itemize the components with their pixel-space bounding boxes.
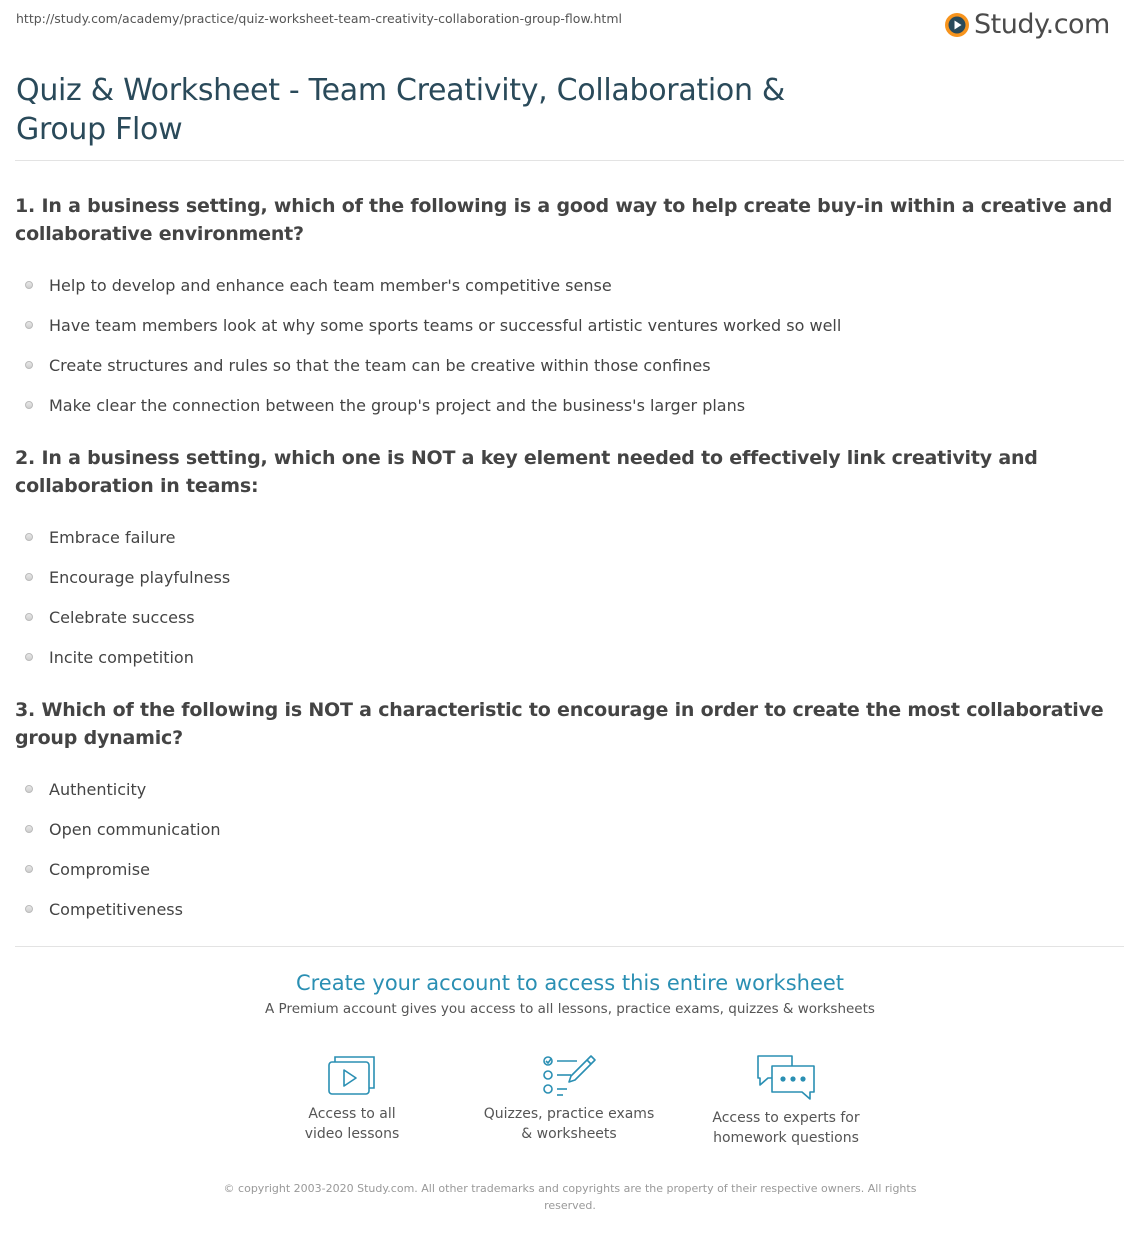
feature-label: Access to experts for homework questions (712, 1110, 860, 1146)
answer-label: Help to develop and enhance each team member's competitive sense (49, 275, 612, 295)
answer-option[interactable] (15, 305, 1125, 345)
answer-label: Compromise (49, 859, 150, 879)
answer-label: Encourage playfulness (49, 567, 231, 587)
question-text: 1. In a business setting, which of the following is a good way to help create buy-in within a creative and collaborative environment? (15, 195, 1113, 245)
answer-label: Make clear the connection between the group's project and the business's larger plans (49, 395, 746, 415)
answer-option[interactable] (15, 849, 1125, 889)
question-1 (15, 192, 1125, 425)
answer-option[interactable] (15, 517, 1125, 557)
answer-option[interactable] (15, 345, 1125, 385)
feature-video-lessons (252, 1052, 452, 1144)
answer-label: Open communication (49, 819, 221, 839)
chat-bubbles-icon (754, 1052, 818, 1102)
answer-label: Create structures and rules so that the team can be creative within those confines (49, 355, 711, 375)
answer-option[interactable] (15, 889, 1125, 929)
answer-label: Have team members look at why some sports teams or successful artistic ventures worked so well (49, 315, 842, 335)
feature-label: Quizzes, practice exams & worksheets (483, 1106, 655, 1142)
quiz-checklist-icon (541, 1052, 597, 1098)
study-logo[interactable] (944, 9, 1110, 41)
copyright-footer: © copyright 2003-2020 Study.com. All other trademarks and copyrights are the property of their respective owners. All rights reserved. (223, 1182, 917, 1212)
radio-button[interactable] (25, 401, 33, 409)
question-text: 3. Which of the following is NOT a characteristic to encourage in order to create the most collaborative group dynamic? (15, 699, 1104, 749)
feature-label: Access to all video lessons (304, 1106, 400, 1142)
answer-label: Authenticity (49, 779, 147, 799)
video-lessons-icon (326, 1052, 378, 1098)
answer-list (15, 517, 1125, 677)
answer-label: Competitiveness (49, 899, 183, 919)
answer-option[interactable] (15, 809, 1125, 849)
radio-button[interactable] (25, 865, 33, 873)
radio-button[interactable] (25, 321, 33, 329)
logo-text: Study.com (974, 9, 1110, 40)
answer-label: Embrace failure (49, 527, 176, 547)
signup-cta (0, 970, 1140, 1017)
answer-list (15, 265, 1125, 425)
play-logo-icon (944, 12, 970, 38)
radio-button[interactable] (25, 785, 33, 793)
answer-option[interactable] (15, 769, 1125, 809)
question-3 (15, 696, 1125, 929)
page-url: http://study.com/academy/practice/quiz-worksheet-team-creativity-collaboration-group-flow.html (16, 11, 622, 26)
answer-label: Celebrate success (49, 607, 195, 627)
answer-label: Incite competition (49, 647, 194, 667)
answer-option[interactable] (15, 597, 1125, 637)
answer-option[interactable] (15, 557, 1125, 597)
page-title: Quiz & Worksheet - Team Creativity, Collaboration & Group Flow (16, 73, 785, 147)
radio-button[interactable] (25, 613, 33, 621)
question-text: 2. In a business setting, which one is NOT a key element needed to effectively link creativity and collaboration in teams: (15, 447, 1038, 497)
answer-option[interactable] (15, 637, 1125, 677)
answer-option[interactable] (15, 385, 1125, 425)
cta-divider (15, 946, 1124, 947)
radio-button[interactable] (25, 533, 33, 541)
radio-button[interactable] (25, 825, 33, 833)
cta-subtitle: A Premium account gives you access to all lessons, practice exams, quizzes & worksheets (265, 1001, 875, 1017)
radio-button[interactable] (25, 653, 33, 661)
radio-button[interactable] (25, 281, 33, 289)
feature-experts (686, 1052, 886, 1148)
title-divider (15, 160, 1124, 161)
cta-title-link[interactable]: Create your account to access this entire worksheet (295, 971, 845, 995)
answer-option[interactable] (15, 265, 1125, 305)
feature-quizzes (469, 1052, 669, 1144)
radio-button[interactable] (25, 361, 33, 369)
question-2 (15, 444, 1125, 677)
radio-button[interactable] (25, 905, 33, 913)
radio-button[interactable] (25, 573, 33, 581)
answer-list (15, 769, 1125, 929)
